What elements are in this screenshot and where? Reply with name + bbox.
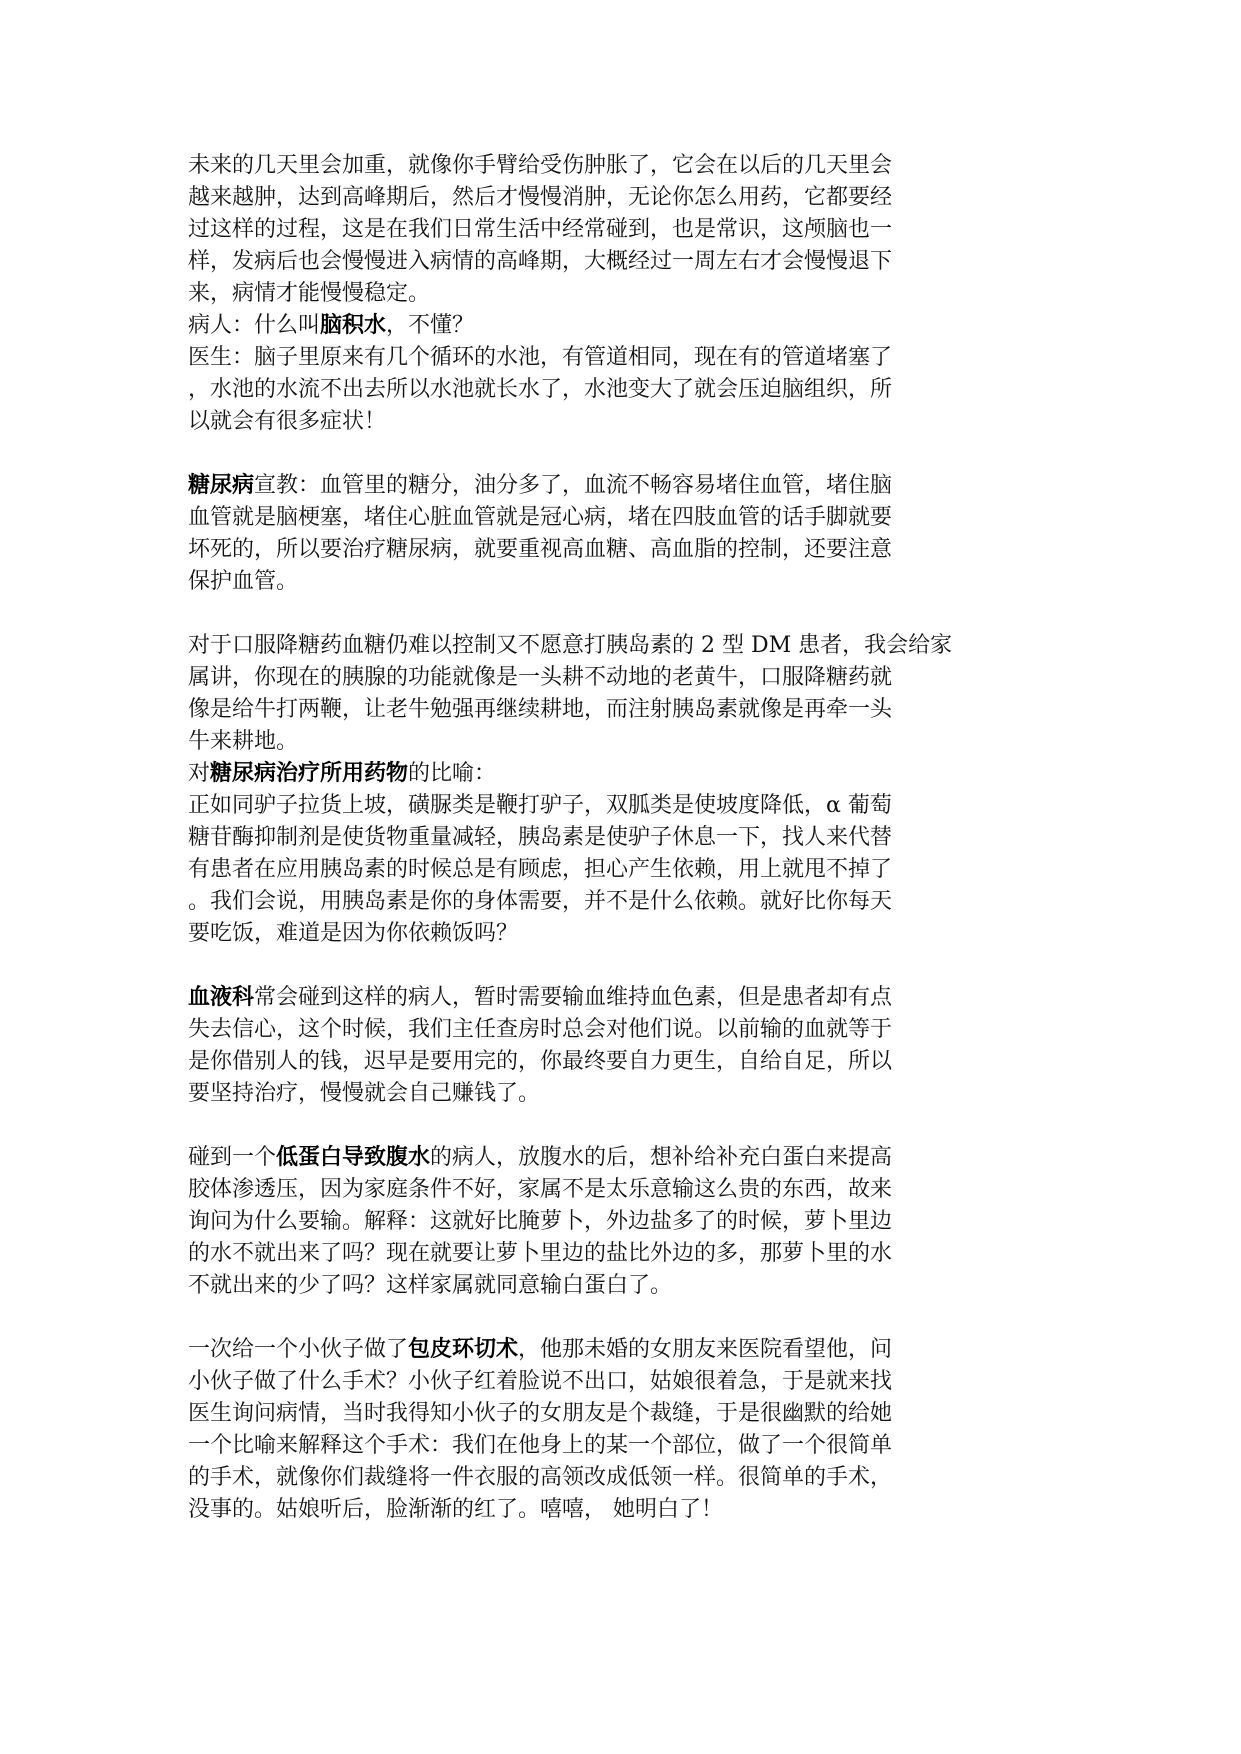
text-run: 胶体渗透压，因为家庭条件不好，家属不是太乐意输这么贵的东西，故来 — [188, 1177, 893, 1202]
text-line — [188, 1270, 948, 1302]
text-line — [188, 1494, 948, 1526]
text-run: 像是给牛打两鞭，让老牛勉强再继续耕地，而注射胰岛素就像是再牵一头 — [188, 697, 893, 722]
paragraph-spacer — [188, 1110, 948, 1142]
text-run: 牛来耕地。 — [188, 729, 299, 754]
text-run: 。我们会说，用胰岛素是你的身体需要，并不是什么依赖。就好比你每天 — [188, 889, 893, 914]
text-run: 的比喻： — [408, 761, 497, 786]
text-run: 来，病情才能慢慢稳定。 — [188, 281, 431, 306]
text-run: 医生询问病情，当时我得知小伙子的女朋友是个裁缝，于是很幽默的给她 — [188, 1401, 893, 1426]
text-run: ，不懂？ — [386, 313, 475, 338]
text-line — [188, 918, 948, 950]
paragraph-spacer — [188, 1302, 948, 1334]
text-run: 属讲，你现在的胰腺的功能就像是一头耕不动地的老黄牛，口服降糖药就 — [188, 665, 893, 690]
text-run: 病人：什么叫 — [188, 313, 321, 338]
text-line — [188, 246, 948, 278]
text-run: 越来越肿，达到高峰期后，然后才慢慢消肿，无论你怎么用药，它都要经 — [188, 185, 893, 210]
text-line — [188, 854, 948, 886]
text-run: 不就出来的少了吗？这样家属就同意输白蛋白了。 — [188, 1273, 673, 1298]
text-run: 未来的几天里会加重，就像你手臂给受伤肿胀了，它会在以后的几天里会 — [188, 153, 893, 178]
highlighted-term: 血液科 — [188, 985, 255, 1010]
text-line — [188, 726, 948, 758]
text-run: 宣教：血管里的糖分，油分多了，血流不畅容易堵住血管，堵住脑 — [254, 473, 893, 498]
text-line — [188, 1174, 948, 1206]
text-line — [188, 502, 948, 534]
highlighted-term: 糖尿病治疗所用药物 — [210, 761, 409, 786]
text-line — [188, 1142, 948, 1174]
text-line — [188, 406, 948, 438]
text-run: 一个比喻来解释这个手术：我们在他身上的某一个部位，做了一个很简单 — [188, 1433, 893, 1458]
text-line — [188, 822, 948, 854]
text-line — [188, 310, 948, 342]
text-line — [188, 1430, 948, 1462]
text-run: 有患者在应用胰岛素的时候总是有顾虑，担心产生依赖，用上就甩不掉了 — [188, 857, 893, 882]
text-run: 血管就是脑梗塞，堵住心脏血管就是冠心病，堵在四肢血管的话手脚就要 — [188, 505, 893, 530]
text-run: 对 — [188, 761, 211, 786]
text-run: 失去信心，这个时候，我们主任查房时总会对他们说。以前输的血就等于 — [188, 1017, 893, 1042]
text-run: 碰到一个 — [188, 1145, 277, 1170]
text-run: ，水池的水流不出去所以水池就长水了，水池变大了就会压迫脑组织，所 — [188, 377, 893, 402]
text-line — [188, 1238, 948, 1270]
highlighted-term: 包皮环切术 — [408, 1337, 519, 1362]
text-line — [188, 374, 948, 406]
text-run: 糖苷酶抑制剂是使货物重量减轻，胰岛素是使驴子休息一下，找人来代替 — [188, 825, 893, 850]
text-run: 的手术，就像你们裁缝将一件衣服的高领改成低领一样。很简单的手术， — [188, 1465, 893, 1490]
highlighted-term: 脑积水 — [320, 313, 387, 338]
text-line — [188, 214, 948, 246]
text-line — [188, 1462, 948, 1494]
text-run: 询问为什么要输。解释：这就好比腌萝卜，外边盐多了的时候，萝卜里边 — [188, 1209, 893, 1234]
text-run: 小伙子做了什么手术？小伙子红着脸说不出口，姑娘很着急，于是就来找 — [188, 1369, 893, 1394]
highlighted-term: 低蛋白导致腹水 — [276, 1145, 431, 1170]
paragraph-spacer — [188, 598, 948, 630]
text-line — [188, 182, 948, 214]
text-run: 以就会有很多症状！ — [188, 409, 387, 434]
text-line — [188, 630, 953, 662]
text-line — [188, 150, 948, 182]
text-line — [188, 694, 948, 726]
text-line — [188, 790, 948, 822]
text-line — [188, 1014, 948, 1046]
text-line — [188, 982, 948, 1014]
highlighted-term: 糖尿病 — [188, 473, 255, 498]
text-run: 医生：脑子里原来有几个循环的水池，有管道相同，现在有的管道堵塞了 — [188, 345, 893, 370]
text-run: 坏死的，所以要治疗糖尿病，就要重视高血糖、高血脂的控制，还要注意 — [188, 537, 893, 562]
text-run: 一次给一个小伙子做了 — [188, 1337, 409, 1362]
text-line — [188, 1206, 948, 1238]
text-line — [188, 1046, 948, 1078]
text-run: 保护血管。 — [188, 569, 299, 594]
text-run: 没事的。姑娘听后，脸渐渐的红了。嘻嘻， 她明白了！ — [188, 1497, 723, 1522]
text-run: 正如同驴子拉货上坡，磺脲类是鞭打驴子，双胍类是使坡度降低，α 葡萄 — [188, 793, 892, 818]
text-line — [188, 1334, 948, 1366]
text-line — [188, 278, 948, 310]
text-run: 的病人，放腹水的后，想补给补充白蛋白来提高 — [430, 1145, 893, 1170]
paragraph-spacer — [188, 950, 948, 982]
text-run: 过这样的过程，这是在我们日常生活中经常碰到，也是常识，这颅脑也一 — [188, 217, 893, 242]
text-run: 常会碰到这样的病人，暂时需要输血维持血色素，但是患者却有点 — [254, 985, 893, 1010]
text-run: 对于口服降糖药血糖仍难以控制又不愿意打胰岛素的 2 型 DM 患者，我会给家 — [188, 633, 953, 658]
text-line — [188, 1366, 948, 1398]
text-line — [188, 662, 948, 694]
text-line — [188, 886, 948, 918]
text-run: 要吃饭，难道是因为你依赖饭吗？ — [188, 921, 519, 946]
text-line — [188, 758, 948, 790]
text-run: 是你借别人的钱，迟早是要用完的，你最终要自力更生，自给自足，所以 — [188, 1049, 893, 1074]
text-line — [188, 566, 948, 598]
text-line — [188, 1078, 948, 1110]
text-run: ，他那未婚的女朋友来医院看望他，问 — [518, 1337, 893, 1362]
text-line — [188, 342, 948, 374]
text-line — [188, 1398, 948, 1430]
text-run: 要坚持治疗，慢慢就会自己赚钱了。 — [188, 1081, 541, 1106]
text-run: 样，发病后也会慢慢进入病情的高峰期，大概经过一周左右才会慢慢退下 — [188, 249, 893, 274]
text-run: 的水不就出来了吗？现在就要让萝卜里边的盐比外边的多，那萝卜里的水 — [188, 1241, 893, 1266]
text-line — [188, 534, 948, 566]
document-body — [188, 150, 953, 1526]
text-line — [188, 470, 948, 502]
paragraph-spacer — [188, 438, 948, 470]
